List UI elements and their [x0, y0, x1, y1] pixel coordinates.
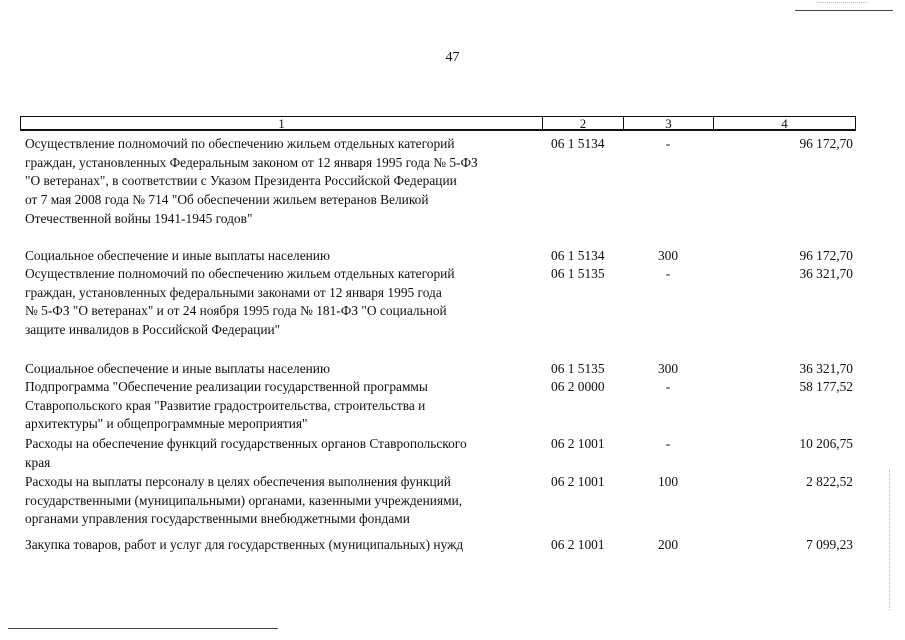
row-type: -	[665, 266, 671, 281]
row-name: Осуществление полномочий по обеспечению жильем отдельных категорий граждан, установленных федеральными законами от 12 января 1995 года № 5-ФЗ "О ветеранах" и от 24 ноября 1995 года № 181-ФЗ "О социальной защите инвалидов в Российской Федерации"	[25, 266, 455, 338]
row-sum: 36 321,70	[799, 361, 853, 376]
row-code: 06 2 1001	[551, 474, 605, 489]
header-rule	[795, 10, 893, 11]
row-sum: 2 822,52	[806, 474, 853, 489]
column-header-1: 1	[21, 117, 543, 130]
row-type: 100	[657, 474, 679, 489]
row-code: 06 2 1001	[551, 436, 605, 451]
scan-artifact	[818, 2, 868, 3]
row-sum: 96 172,70	[799, 248, 853, 263]
row-code: 06 1 5135	[551, 266, 605, 281]
row-name: Осуществление полномочий по обеспечению жильем отдельных категорий граждан, установленных Федеральным законом от 12 января 1995 года № 5-ФЗ "О ветеранах", в соответствии с Указом Президента Российской Федерации от 7 мая 2008 года № 714 "Об обеспечении жильем ветеранов Великой Отечественной войны 1941-1945 годов"	[25, 136, 478, 226]
table-header	[20, 116, 856, 131]
row-type: 200	[657, 537, 679, 552]
row-code: 06 1 5135	[551, 361, 605, 376]
row-code: 06 2 1001	[551, 537, 605, 552]
row-type: -	[665, 379, 671, 394]
column-header-3: 3	[624, 117, 714, 130]
scan-artifact	[889, 470, 893, 610]
row-type: -	[665, 436, 671, 451]
row-name: Расходы на обеспечение функций государственных органов Ставропольского края	[25, 436, 467, 470]
row-sum: 96 172,70	[799, 136, 853, 151]
row-sum: 36 321,70	[799, 266, 853, 281]
row-code: 06 1 5134	[551, 248, 605, 263]
row-name: Расходы на выплаты персоналу в целях обеспечения выполнения функций государственными (муниципальными) органами, казенными учреждениями, органами управления государственными внебюджетными фондами	[25, 474, 463, 527]
row-code: 06 1 5134	[551, 136, 605, 151]
footer-rule	[8, 628, 278, 629]
row-name: Социальное обеспечение и иные выплаты населению	[25, 361, 330, 376]
row-type: -	[665, 136, 671, 151]
row-sum: 58 177,52	[799, 379, 853, 394]
row-sum: 10 206,75	[799, 436, 853, 451]
row-sum: 7 099,23	[806, 537, 853, 552]
row-name: Закупка товаров, работ и услуг для государственных (муниципальных) нужд	[25, 537, 464, 552]
row-type: 300	[657, 361, 679, 376]
row-type: 300	[657, 248, 679, 263]
column-header-2: 2	[543, 117, 624, 130]
row-code: 06 2 0000	[551, 379, 605, 394]
page-number: 47	[445, 50, 460, 65]
row-name: Социальное обеспечение и иные выплаты населению	[25, 248, 330, 263]
row-name: Подпрограмма "Обеспечение реализации государственной программы Ставропольского края "Развитие градостроительства, строительства и архитектуры" и общепрограммные мероприятия"	[25, 379, 428, 432]
column-header-4: 4	[781, 116, 788, 131]
